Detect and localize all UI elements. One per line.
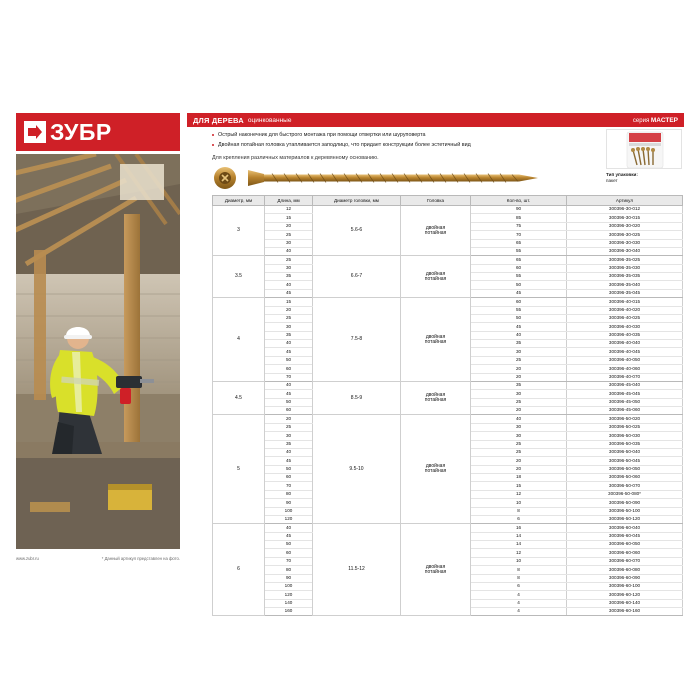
- cell-quantity: 25: [471, 440, 567, 448]
- series-prefix: серия: [632, 117, 650, 124]
- cell-article: 300396-35-040: [567, 281, 683, 289]
- cell-article: 300396-35-035: [567, 273, 683, 281]
- cell-length: 30: [265, 239, 313, 247]
- cell-quantity: 55: [471, 247, 567, 255]
- cell-quantity: 12: [471, 490, 567, 498]
- cell-quantity: 6: [471, 515, 567, 523]
- cell-quantity: 65: [471, 256, 567, 264]
- cell-length: 50: [265, 356, 313, 364]
- cell-quantity: 18: [471, 474, 567, 482]
- cell-length: 45: [265, 289, 313, 297]
- cell-diameter: 4.5: [213, 381, 265, 415]
- cell-quantity: 20: [471, 365, 567, 373]
- cell-article: 300396-50-080*: [567, 490, 683, 498]
- cell-diameter: 3: [213, 206, 265, 256]
- cell-article: 300396-60-060: [567, 549, 683, 557]
- cell-head-diameter: 9.5-10: [313, 415, 401, 524]
- cell-article: 300396-50-070: [567, 482, 683, 490]
- cell-quantity: 25: [471, 398, 567, 406]
- cell-diameter: 4: [213, 298, 265, 382]
- cell-quantity: 4: [471, 591, 567, 599]
- cell-length: 35: [265, 440, 313, 448]
- cell-length: 12: [265, 206, 313, 214]
- cell-quantity: 55: [471, 306, 567, 314]
- cell-length: 20: [265, 222, 313, 230]
- product-photo: [16, 154, 180, 549]
- page-subtitle: оцинкованные: [247, 116, 292, 124]
- packaging-label-title: Тип упаковки:: [606, 172, 638, 177]
- cell-quantity: 65: [471, 239, 567, 247]
- cell-quantity: 30: [471, 423, 567, 431]
- cell-length: 40: [265, 448, 313, 456]
- cell-head-type: двойная потайная: [401, 524, 471, 616]
- cell-article: 300396-45-050: [567, 398, 683, 406]
- cell-article: 300396-50-100: [567, 507, 683, 515]
- cell-article: 300396-50-045: [567, 457, 683, 465]
- cell-length: 45: [265, 348, 313, 356]
- cell-article: 300396-30-025: [567, 231, 683, 239]
- cell-head-diameter: 11.5-12: [313, 524, 401, 616]
- cell-length: 15: [265, 214, 313, 222]
- cell-quantity: 15: [471, 482, 567, 490]
- cell-article: 300396-60-040: [567, 524, 683, 532]
- cell-article: 300396-60-090: [567, 574, 683, 582]
- page-title: ДЛЯ ДЕРЕВА: [193, 115, 244, 125]
- cell-quantity: 20: [471, 465, 567, 473]
- cell-article: 300396-50-030: [567, 432, 683, 440]
- cell-quantity: 8: [471, 574, 567, 582]
- table-row: [213, 206, 683, 214]
- cell-length: 40: [265, 524, 313, 532]
- cell-article: 300396-50-035: [567, 440, 683, 448]
- cell-article: 300396-60-100: [567, 582, 683, 590]
- cell-article: 300396-50-025: [567, 423, 683, 431]
- cell-article: 300396-50-090: [567, 499, 683, 507]
- cell-length: 30: [265, 323, 313, 331]
- cell-quantity: 25: [471, 448, 567, 456]
- cell-length: 25: [265, 231, 313, 239]
- column-header-diameter: Диаметр, мм: [213, 196, 265, 206]
- cell-article: 300396-50-120: [567, 515, 683, 523]
- cell-length: 45: [265, 457, 313, 465]
- cell-quantity: 14: [471, 541, 567, 549]
- cell-quantity: 20: [471, 373, 567, 381]
- cell-length: 25: [265, 314, 313, 322]
- cell-quantity: 25: [471, 356, 567, 364]
- cell-article: 300396-35-025: [567, 256, 683, 264]
- table-row: [213, 256, 683, 264]
- cell-head-type: двойная потайная: [401, 298, 471, 382]
- cell-length: 45: [265, 532, 313, 540]
- cell-quantity: 10: [471, 499, 567, 507]
- cell-quantity: 6: [471, 582, 567, 590]
- cell-length: 50: [265, 465, 313, 473]
- cell-quantity: 75: [471, 222, 567, 230]
- cell-quantity: 40: [471, 331, 567, 339]
- cell-length: 40: [265, 281, 313, 289]
- cell-length: 160: [265, 608, 313, 616]
- cell-article: 300396-30-030: [567, 239, 683, 247]
- cell-length: 30: [265, 264, 313, 272]
- cell-article: 300396-50-040: [567, 448, 683, 456]
- cell-quantity: 30: [471, 432, 567, 440]
- cell-length: 60: [265, 474, 313, 482]
- left-column: [16, 113, 180, 588]
- cell-diameter: 3.5: [213, 256, 265, 298]
- cell-length: 60: [265, 365, 313, 373]
- cell-length: 60: [265, 407, 313, 415]
- cell-quantity: 45: [471, 323, 567, 331]
- arrow-icon: [24, 121, 46, 143]
- cell-quantity: 20: [471, 457, 567, 465]
- cell-head-type: двойная потайная: [401, 415, 471, 524]
- cell-length: 140: [265, 599, 313, 607]
- table-row: [213, 298, 683, 306]
- cell-article: 300396-60-070: [567, 557, 683, 565]
- cell-quantity: 50: [471, 281, 567, 289]
- feature-item: Двойная потайная головка утапливается заподлицо, что придает конструкции более эстетичный вид: [212, 142, 592, 149]
- cell-length: 15: [265, 298, 313, 306]
- cell-length: 80: [265, 566, 313, 574]
- cell-article: 300396-40-035: [567, 331, 683, 339]
- cell-length: 20: [265, 415, 313, 423]
- cell-quantity: 60: [471, 298, 567, 306]
- cell-article: 300396-30-015: [567, 214, 683, 222]
- cell-article: 300396-50-050: [567, 465, 683, 473]
- cell-head-diameter: 8.5-9: [313, 381, 401, 415]
- cell-length: 40: [265, 381, 313, 389]
- catalog-sheet: [16, 113, 684, 614]
- cell-quantity: 4: [471, 599, 567, 607]
- cell-article: 300396-35-045: [567, 289, 683, 297]
- website-url: www.zubr.ru: [16, 556, 39, 561]
- cell-quantity: 40: [471, 415, 567, 423]
- cell-length: 120: [265, 591, 313, 599]
- cell-length: 100: [265, 582, 313, 590]
- cell-length: 120: [265, 515, 313, 523]
- table-row: [213, 415, 683, 423]
- cell-article: 300396-30-040: [567, 247, 683, 255]
- cell-length: 100: [265, 507, 313, 515]
- cell-quantity: 16: [471, 524, 567, 532]
- cell-article: 300396-30-020: [567, 222, 683, 230]
- feature-list: [212, 132, 592, 165]
- cell-length: 40: [265, 247, 313, 255]
- cell-article: 300396-40-020: [567, 306, 683, 314]
- cell-quantity: 55: [471, 273, 567, 281]
- cell-article: 300396-60-080: [567, 566, 683, 574]
- cell-head-type: двойная потайная: [401, 381, 471, 415]
- cell-quantity: 12: [471, 549, 567, 557]
- packaging-image: [606, 129, 682, 169]
- cell-article: 300396-60-045: [567, 532, 683, 540]
- brand-name: ЗУБР: [50, 118, 112, 145]
- cell-quantity: 45: [471, 289, 567, 297]
- cell-length: 40: [265, 340, 313, 348]
- cell-quantity: 50: [471, 314, 567, 322]
- cell-article: 300396-60-120: [567, 591, 683, 599]
- cell-length: 80: [265, 490, 313, 498]
- cell-article: 300396-40-040: [567, 340, 683, 348]
- cell-quantity: 70: [471, 231, 567, 239]
- cell-quantity: 4: [471, 608, 567, 616]
- cell-length: 90: [265, 499, 313, 507]
- specification-table: [212, 195, 683, 616]
- cell-article: 300396-60-160: [567, 608, 683, 616]
- section-header: [187, 113, 684, 127]
- packaging-card: [606, 129, 682, 181]
- table-header-row: [213, 196, 683, 206]
- footnote-text: * Данный артикул представлен на фото.: [101, 556, 180, 561]
- cell-article: 300396-45-060: [567, 407, 683, 415]
- cell-quantity: 35: [471, 381, 567, 389]
- table-row: [213, 381, 683, 389]
- cell-article: 300396-60-050: [567, 541, 683, 549]
- packaging-label: [606, 172, 638, 184]
- cell-diameter: 6: [213, 524, 265, 616]
- cell-head-type: двойная потайная: [401, 256, 471, 298]
- cell-length: 50: [265, 541, 313, 549]
- cell-head-diameter: 7.5-8: [313, 298, 401, 382]
- cell-article: 300396-50-060: [567, 474, 683, 482]
- screw-illustration: [212, 165, 542, 191]
- cell-head-diameter: 5.6-6: [313, 206, 401, 256]
- cell-article: 300396-35-030: [567, 264, 683, 272]
- cell-length: 70: [265, 373, 313, 381]
- cell-length: 70: [265, 557, 313, 565]
- cell-article: 300396-40-030: [567, 323, 683, 331]
- table-row: [213, 524, 683, 532]
- cell-quantity: 85: [471, 214, 567, 222]
- cell-quantity: 30: [471, 390, 567, 398]
- cell-article: 300396-40-070: [567, 373, 683, 381]
- column-header-quantity: Кол-во, шт.: [471, 196, 567, 206]
- feature-item: Острый наконечник для быстрого монтажа при помощи отвертки или шуруповерта: [212, 132, 592, 139]
- cell-head-type: двойная потайная: [401, 206, 471, 256]
- cell-length: 45: [265, 390, 313, 398]
- cell-article: 300396-60-140: [567, 599, 683, 607]
- cell-article: 300396-40-015: [567, 298, 683, 306]
- cell-quantity: 35: [471, 340, 567, 348]
- cell-article: 300396-50-020: [567, 415, 683, 423]
- column-header-length: Длина, мм: [265, 196, 313, 206]
- cell-length: 35: [265, 273, 313, 281]
- cell-length: 30: [265, 432, 313, 440]
- cell-length: 90: [265, 574, 313, 582]
- cell-quantity: 60: [471, 264, 567, 272]
- cell-article: 300396-30-012: [567, 206, 683, 214]
- cell-article: 300396-40-060: [567, 365, 683, 373]
- cell-length: 25: [265, 256, 313, 264]
- cell-quantity: 20: [471, 407, 567, 415]
- cell-article: 300396-40-045: [567, 348, 683, 356]
- cell-quantity: 30: [471, 348, 567, 356]
- cell-length: 25: [265, 423, 313, 431]
- series-name: МАСТЕР: [650, 116, 678, 124]
- cell-length: 60: [265, 549, 313, 557]
- cell-length: 35: [265, 331, 313, 339]
- cell-quantity: 8: [471, 507, 567, 515]
- series-label: [633, 117, 678, 124]
- cell-article: 300396-45-045: [567, 390, 683, 398]
- column-header-head-type: Головка: [401, 196, 471, 206]
- cell-head-diameter: 6.6-7: [313, 256, 401, 298]
- column-header-article: Артикул: [567, 196, 683, 206]
- cell-length: 70: [265, 482, 313, 490]
- cell-quantity: 14: [471, 532, 567, 540]
- column-header-head-diameter: Диаметр головки, мм: [313, 196, 401, 206]
- feature-note: Для крепления различных материалов к деревянному основанию.: [212, 155, 379, 161]
- cell-quantity: 90: [471, 206, 567, 214]
- cell-length: 20: [265, 306, 313, 314]
- brand-logo: [16, 113, 180, 151]
- packaging-label-value: пакет: [606, 177, 618, 183]
- left-footer: [16, 556, 180, 561]
- cell-article: 300396-40-025: [567, 314, 683, 322]
- cell-article: 300396-45-040: [567, 381, 683, 389]
- cell-length: 50: [265, 398, 313, 406]
- cell-article: 300396-40-050: [567, 356, 683, 364]
- cell-diameter: 5: [213, 415, 265, 524]
- cell-quantity: 10: [471, 557, 567, 565]
- cell-quantity: 8: [471, 566, 567, 574]
